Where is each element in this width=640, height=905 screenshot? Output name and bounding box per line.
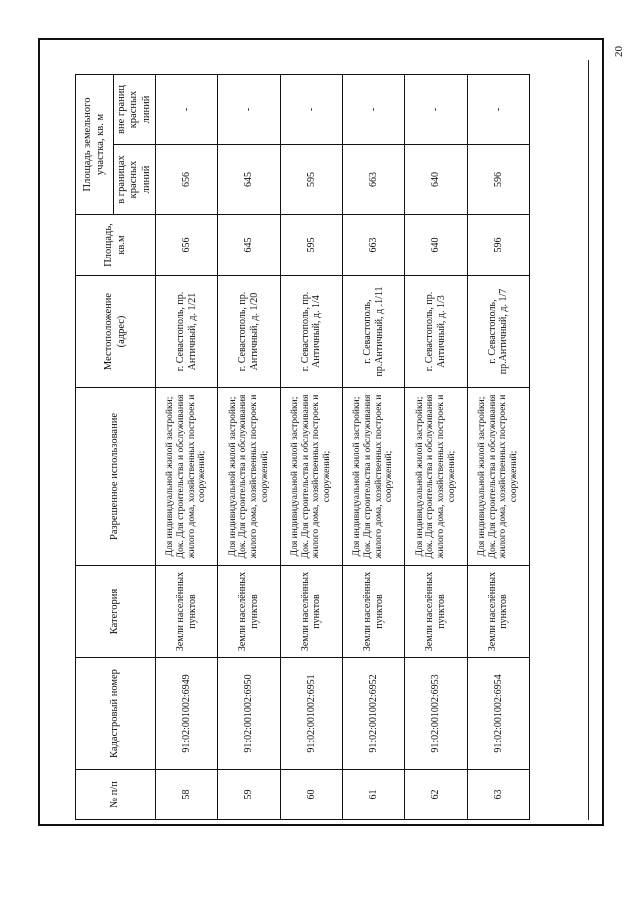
cell-num: 63 [467, 770, 529, 820]
table-body [156, 74, 530, 819]
cell-outside: - [405, 74, 467, 144]
cell-num: 59 [218, 770, 280, 820]
table-row [156, 74, 218, 819]
cell-inside: 645 [218, 145, 280, 215]
table-row [467, 74, 529, 819]
cell-area: 640 [405, 215, 467, 276]
cell-category: Земли населённых пунктов [467, 566, 529, 658]
cell-inside: 640 [405, 145, 467, 215]
table-row [218, 74, 280, 819]
table-row [342, 74, 404, 819]
page-number: 20 [613, 46, 625, 57]
cell-location: г. Севастополь, пр. Античный, д. 1/21 [156, 276, 218, 388]
cell-inside: 595 [280, 145, 342, 215]
cell-category: Земли населённых пунктов [218, 566, 280, 658]
cell-area: 595 [280, 215, 342, 276]
cell-area: 663 [342, 215, 404, 276]
header-area: Площадь, кв.м [76, 215, 156, 276]
cell-cadastral: 91:02:001002:6952 [342, 658, 404, 770]
cell-outside: - [218, 74, 280, 144]
header-location: Местоположение (адрес) [76, 276, 156, 388]
cell-area: 656 [156, 215, 218, 276]
table-row [405, 74, 467, 819]
header-num: № п/п [76, 770, 156, 820]
header-cadastral: Кадастровый номер [76, 658, 156, 770]
cell-category: Земли населённых пунктов [405, 566, 467, 658]
cell-category: Земли населённых пунктов [156, 566, 218, 658]
cell-inside: 596 [467, 145, 529, 215]
cell-category: Земли населённых пунктов [342, 566, 404, 658]
cell-permitted-use: Для индивидуальной жилой застройки; Док. Для строительства и обслуживания жилого дома, хозяйственных построек и сооружений; [156, 388, 218, 566]
cell-area: 596 [467, 215, 529, 276]
cell-num: 58 [156, 770, 218, 820]
table-row [280, 74, 342, 819]
cell-num: 62 [405, 770, 467, 820]
cell-outside: - [342, 74, 404, 144]
cell-permitted-use: Для индивидуальной жилой застройки; Док. Для строительства и обслуживания жилого дома, хозяйственных построек и сооружений; [405, 388, 467, 566]
cell-cadastral: 91:02:001002:6950 [218, 658, 280, 770]
cell-num: 61 [342, 770, 404, 820]
cell-cadastral: 91:02:001002:6953 [405, 658, 467, 770]
cell-outside: - [156, 74, 218, 144]
cell-inside: 656 [156, 145, 218, 215]
cell-permitted-use: Для индивидуальной жилой застройки; Док. Для строительства и обслуживания жилого дома, хозяйственных построек и сооружений; [280, 388, 342, 566]
page-rule [588, 60, 589, 820]
cell-cadastral: 91:02:001002:6951 [280, 658, 342, 770]
cell-permitted-use: Для индивидуальной жилой застройки; Док. Для строительства и обслуживания жилого дома, хозяйственных построек и сооружений; [342, 388, 404, 566]
cell-outside: - [280, 74, 342, 144]
table-rotation [75, 75, 530, 820]
cell-area: 645 [218, 215, 280, 276]
cell-location: г. Севастополь, пр.Античный, д. 1/7 [467, 276, 529, 388]
cell-permitted-use: Для индивидуальной жилой застройки; Док. Для строительства и обслуживания жилого дома, хозяйственных построек и сооружений; [218, 388, 280, 566]
cell-category: Земли населённых пунктов [280, 566, 342, 658]
cell-num: 60 [280, 770, 342, 820]
header-outside-red-lines: вне границ красных линий [114, 74, 156, 144]
header-category: Категория [76, 566, 156, 658]
table-container [75, 75, 530, 820]
cell-location: г. Севастополь, пр.Античный, д .1/11 [342, 276, 404, 388]
header-land-area: Площадь земельного участка, кв. м [76, 74, 114, 214]
cell-cadastral: 91:02:001002:6954 [467, 658, 529, 770]
header-permitted-use: Разрешенное использование [76, 388, 156, 566]
cell-location: г. Севастополь, пр. Античный, д. 1/20 [218, 276, 280, 388]
cell-permitted-use: Для индивидуальной жилой застройки; Док. Для строительства и обслуживания жилого дома, хозяйственных построек и сооружений; [467, 388, 529, 566]
cell-inside: 663 [342, 145, 404, 215]
cell-location: г. Севастополь, пр. Античный, д. 1/3 [405, 276, 467, 388]
cell-cadastral: 91:02:001002:6949 [156, 658, 218, 770]
header-inside-red-lines: в границах красных линий [114, 145, 156, 215]
cell-outside: - [467, 74, 529, 144]
cell-location: г. Севастополь, пр. Античный, д. 1/4 [280, 276, 342, 388]
land-plots-table [75, 74, 530, 820]
